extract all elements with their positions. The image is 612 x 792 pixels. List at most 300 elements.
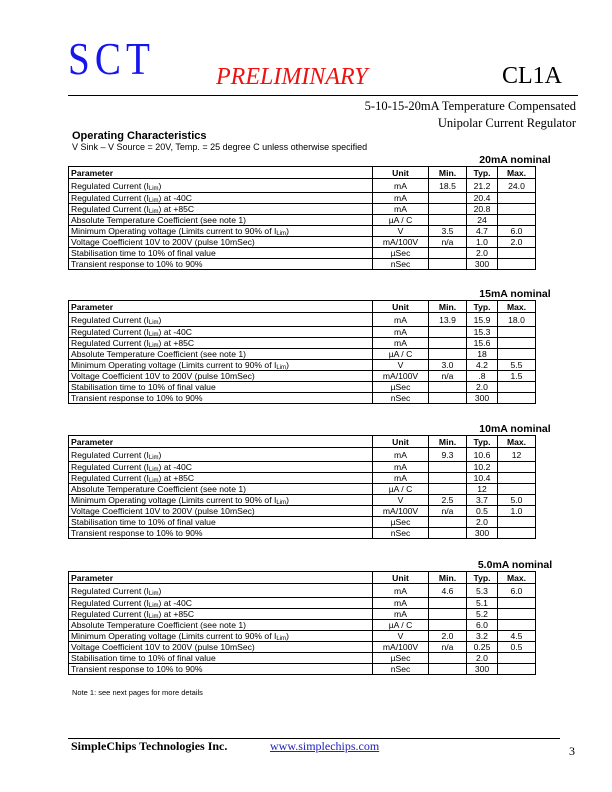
table-title: 5.0mA nominal (477, 559, 553, 571)
unit-cell: mA (373, 193, 429, 204)
column-header: Unit (373, 301, 429, 313)
unit-cell: mA (373, 584, 429, 598)
table-header-row (69, 301, 536, 313)
unit-cell: mA (373, 338, 429, 349)
table-row (69, 393, 536, 404)
typ-value-cell: 20.8 (467, 204, 498, 215)
parameter-cell (69, 204, 373, 215)
unit-cell: µA / C (373, 620, 429, 631)
table-row (69, 179, 536, 193)
parameter-cell (69, 360, 373, 371)
parameter-cell (69, 313, 373, 327)
table-row (69, 237, 536, 248)
column-header: Min. (429, 436, 467, 448)
parameter-suffix: ) at -40C (158, 598, 192, 608)
preliminary-label: PRELIMINARY (216, 64, 368, 90)
parameter-text: Absolute Temperature Coefficient (see note 1) (71, 215, 247, 225)
min-value-cell (429, 204, 467, 215)
parameter-suffix: ) at +85C (158, 204, 195, 214)
min-value-cell: 18.5 (429, 179, 467, 193)
subtitle-line-2: Unipolar Current Regulator (437, 116, 576, 130)
table-title: 20mA nominal (479, 154, 551, 166)
parameter-subscript: Lim (148, 319, 159, 326)
column-header: Typ. (467, 572, 498, 584)
column-header: Unit (373, 436, 429, 448)
min-value-cell: 9.3 (429, 448, 467, 462)
table-row (69, 327, 536, 338)
unit-cell: µA / C (373, 215, 429, 226)
parameter-suffix: ) (286, 631, 289, 641)
parameter-cell (69, 259, 373, 270)
spec-table-block (68, 559, 553, 675)
table-row (69, 653, 536, 664)
typ-value-cell: 24 (467, 215, 498, 226)
test-conditions: V Sink – V Source = 20V, Temp. = 25 degree C unless otherwise specified (72, 142, 368, 152)
parameter-cell (69, 609, 373, 620)
parameter-cell (69, 517, 373, 528)
parameter-cell (69, 371, 373, 382)
max-value-cell (498, 484, 536, 495)
max-value-cell (498, 349, 536, 360)
parameter-suffix: ) (158, 180, 162, 191)
parameter-subscript: Lim (148, 614, 159, 620)
parameter-text: Minimum Operating voltage (Limits current to 90% of I (71, 226, 277, 236)
parameter-suffix: ) (158, 449, 162, 460)
unit-cell: mA/100V (373, 506, 429, 517)
parameter-subscript: Lim (276, 500, 287, 506)
parameter-subscript: Lim (148, 467, 159, 473)
table-header-row (69, 436, 536, 448)
unit-cell: µSec (373, 382, 429, 393)
max-value-cell (498, 248, 536, 259)
table-row (69, 360, 536, 371)
max-value-cell: 12 (498, 448, 536, 462)
min-value-cell (429, 653, 467, 664)
min-value-cell (429, 349, 467, 360)
typ-value-cell: 300 (467, 259, 498, 270)
column-header: Max. (498, 301, 536, 313)
unit-cell: mA/100V (373, 371, 429, 382)
unit-cell: µSec (373, 248, 429, 259)
min-value-cell (429, 393, 467, 404)
parameter-subscript: Lim (148, 454, 159, 461)
parameter-text: Minimum Operating voltage (Limits current to 90% of I (71, 631, 277, 641)
max-value-cell: 1.0 (498, 506, 536, 517)
typ-value-cell: 10.2 (467, 462, 498, 473)
min-value-cell: 13.9 (429, 313, 467, 327)
parameter-cell (69, 473, 373, 484)
parameter-cell (69, 664, 373, 675)
sct-logo: SCT (68, 33, 156, 84)
column-header: Min. (429, 301, 467, 313)
table-header-row (69, 572, 536, 584)
column-header: Unit (373, 167, 429, 179)
min-value-cell (429, 598, 467, 609)
column-header: Max. (498, 572, 536, 584)
parameter-subscript: Lim (276, 636, 287, 642)
column-header: Parameter (69, 436, 373, 448)
spec-table-block (68, 154, 551, 270)
min-value-cell: 3.0 (429, 360, 467, 371)
column-header: Typ. (467, 167, 498, 179)
header-divider (68, 95, 578, 96)
parameter-text: Minimum Operating voltage (Limits current to 90% of I (71, 360, 277, 370)
subtitle-line-1: 5-10-15-20mA Temperature Compensated (364, 99, 576, 113)
min-value-cell: 4.6 (429, 584, 467, 598)
unit-cell: mA (373, 473, 429, 484)
parameter-cell (69, 215, 373, 226)
parameter-cell (69, 631, 373, 642)
parameter-cell (69, 653, 373, 664)
table-row (69, 226, 536, 237)
parameter-text: Regulated Current (I (71, 473, 149, 483)
parameter-text: Regulated Current (I (71, 462, 149, 472)
min-value-cell (429, 528, 467, 539)
unit-cell: V (373, 631, 429, 642)
parameter-cell (69, 484, 373, 495)
max-value-cell (498, 215, 536, 226)
table-row (69, 609, 536, 620)
max-value-cell (498, 393, 536, 404)
max-value-cell: 6.0 (498, 584, 536, 598)
min-value-cell: 3.5 (429, 226, 467, 237)
unit-cell: V (373, 360, 429, 371)
unit-cell: mA (373, 598, 429, 609)
parameter-suffix: ) (286, 360, 289, 370)
max-value-cell: 5.5 (498, 360, 536, 371)
max-value-cell (498, 193, 536, 204)
unit-cell: µSec (373, 517, 429, 528)
parameter-text: Regulated Current (I (71, 598, 149, 608)
typ-value-cell: 4.2 (467, 360, 498, 371)
max-value-cell (498, 382, 536, 393)
table-row (69, 620, 536, 631)
column-header: Max. (498, 167, 536, 179)
table-row (69, 248, 536, 259)
column-header: Parameter (69, 572, 373, 584)
parameter-text: Stabilisation time to 10% of final value (71, 382, 216, 392)
unit-cell: mA (373, 327, 429, 338)
table-row (69, 598, 536, 609)
footnote: Note 1: see next pages for more details (72, 688, 203, 697)
table-row (69, 448, 536, 462)
typ-value-cell: 6.0 (467, 620, 498, 631)
min-value-cell: n/a (429, 371, 467, 382)
table-row (69, 215, 536, 226)
column-header: Parameter (69, 167, 373, 179)
unit-cell: mA (373, 179, 429, 193)
column-header: Typ. (467, 301, 498, 313)
parameter-cell (69, 506, 373, 517)
parameter-cell (69, 584, 373, 598)
typ-value-cell: 18 (467, 349, 498, 360)
typ-value-cell: 2.0 (467, 653, 498, 664)
max-value-cell: 1.5 (498, 371, 536, 382)
parameter-subscript: Lim (148, 198, 159, 204)
min-value-cell (429, 664, 467, 675)
column-header: Parameter (69, 301, 373, 313)
parameter-text: Regulated Current (I (71, 449, 149, 460)
parameter-cell (69, 327, 373, 338)
parameter-cell (69, 528, 373, 539)
parameter-text: Absolute Temperature Coefficient (see note 1) (71, 349, 247, 359)
parameter-text: Regulated Current (I (71, 338, 149, 348)
parameter-text: Voltage Coefficient 10V to 200V (pulse 10mSec) (71, 237, 255, 247)
unit-cell: mA/100V (373, 642, 429, 653)
parameter-text: Regulated Current (I (71, 204, 149, 214)
unit-cell: µA / C (373, 484, 429, 495)
table-row (69, 664, 536, 675)
parameter-cell (69, 349, 373, 360)
spec-table-block (68, 423, 551, 539)
parameter-cell (69, 237, 373, 248)
table-row (69, 528, 536, 539)
parameter-suffix: ) (286, 226, 289, 236)
typ-value-cell: 15.9 (467, 313, 498, 327)
parameter-subscript: Lim (148, 603, 159, 609)
table-row (69, 642, 536, 653)
parameter-suffix: ) at +85C (158, 473, 195, 483)
table-row (69, 259, 536, 270)
min-value-cell (429, 259, 467, 270)
typ-value-cell: 300 (467, 528, 498, 539)
min-value-cell (429, 620, 467, 631)
parameter-suffix: ) at -40C (158, 327, 192, 337)
min-value-cell (429, 248, 467, 259)
unit-cell: µA / C (373, 349, 429, 360)
max-value-cell (498, 338, 536, 349)
unit-cell: mA (373, 609, 429, 620)
max-value-cell: 18.0 (498, 313, 536, 327)
table-row (69, 313, 536, 327)
parameter-text: Transient response to 10% to 90% (71, 528, 203, 538)
parameter-subscript: Lim (276, 231, 287, 237)
unit-cell: mA (373, 204, 429, 215)
spec-table-block (68, 288, 551, 404)
min-value-cell (429, 338, 467, 349)
unit-cell: nSec (373, 664, 429, 675)
unit-cell: mA (373, 462, 429, 473)
parameter-text: Minimum Operating voltage (Limits current to 90% of I (71, 495, 277, 505)
parameter-text: Voltage Coefficient 10V to 200V (pulse 10mSec) (71, 506, 255, 516)
unit-cell: mA/100V (373, 237, 429, 248)
parameter-cell (69, 338, 373, 349)
max-value-cell (498, 609, 536, 620)
parameter-text: Regulated Current (I (71, 585, 149, 596)
max-value-cell (498, 528, 536, 539)
max-value-cell: 0.5 (498, 642, 536, 653)
spec-table (68, 435, 536, 539)
table-title: 10mA nominal (479, 423, 551, 435)
min-value-cell (429, 327, 467, 338)
min-value-cell: n/a (429, 237, 467, 248)
typ-value-cell: 0.5 (467, 506, 498, 517)
unit-cell: µSec (373, 653, 429, 664)
parameter-cell (69, 179, 373, 193)
parameter-cell (69, 448, 373, 462)
parameter-suffix: ) (158, 314, 162, 325)
typ-value-cell: 5.3 (467, 584, 498, 598)
parameter-subscript: Lim (148, 332, 159, 338)
column-header: Min. (429, 572, 467, 584)
table-row (69, 495, 536, 506)
min-value-cell (429, 382, 467, 393)
parameter-cell (69, 226, 373, 237)
parameter-suffix: ) at -40C (158, 193, 192, 203)
typ-value-cell: 5.2 (467, 609, 498, 620)
column-header: Max. (498, 436, 536, 448)
parameter-text: Regulated Current (I (71, 609, 149, 619)
parameter-suffix: ) at +85C (158, 338, 195, 348)
typ-value-cell: 15.3 (467, 327, 498, 338)
typ-value-cell: 10.4 (467, 473, 498, 484)
parameter-cell (69, 620, 373, 631)
spec-table (68, 300, 536, 404)
parameter-cell (69, 642, 373, 653)
max-value-cell (498, 327, 536, 338)
column-header: Unit (373, 572, 429, 584)
table-header-row (69, 167, 536, 179)
parameter-suffix: ) at +85C (158, 609, 195, 619)
unit-cell: nSec (373, 528, 429, 539)
max-value-cell (498, 598, 536, 609)
table-row (69, 338, 536, 349)
parameter-suffix: ) (158, 585, 162, 596)
typ-value-cell: 0.25 (467, 642, 498, 653)
min-value-cell (429, 193, 467, 204)
parameter-text: Regulated Current (I (71, 327, 149, 337)
parameter-cell (69, 598, 373, 609)
parameter-text: Transient response to 10% to 90% (71, 259, 203, 269)
parameter-subscript: Lim (276, 365, 287, 371)
typ-value-cell: 2.0 (467, 248, 498, 259)
typ-value-cell: 15.6 (467, 338, 498, 349)
parameter-text: Regulated Current (I (71, 314, 149, 325)
parameter-subscript: Lim (148, 343, 159, 349)
column-header: Typ. (467, 436, 498, 448)
part-number: CL1A (502, 63, 562, 89)
typ-value-cell: 3.2 (467, 631, 498, 642)
parameter-text: Regulated Current (I (71, 180, 149, 191)
min-value-cell (429, 517, 467, 528)
spec-table (68, 166, 536, 270)
table-row (69, 349, 536, 360)
column-header: Min. (429, 167, 467, 179)
parameter-cell (69, 462, 373, 473)
section-title: Operating Characteristics (72, 130, 207, 142)
typ-value-cell: .8 (467, 371, 498, 382)
parameter-cell (69, 193, 373, 204)
max-value-cell: 2.0 (498, 237, 536, 248)
max-value-cell (498, 620, 536, 631)
parameter-cell (69, 248, 373, 259)
table-row (69, 382, 536, 393)
max-value-cell (498, 653, 536, 664)
parameter-cell (69, 393, 373, 404)
page-number: 3 (569, 744, 575, 758)
max-value-cell (498, 259, 536, 270)
min-value-cell: n/a (429, 506, 467, 517)
unit-cell: mA (373, 313, 429, 327)
typ-value-cell: 21.2 (467, 179, 498, 193)
parameter-text: Transient response to 10% to 90% (71, 664, 203, 674)
table-row (69, 484, 536, 495)
typ-value-cell: 300 (467, 664, 498, 675)
parameter-cell (69, 382, 373, 393)
unit-cell: mA (373, 448, 429, 462)
table-row (69, 584, 536, 598)
min-value-cell (429, 609, 467, 620)
table-row (69, 506, 536, 517)
parameter-text: Voltage Coefficient 10V to 200V (pulse 10mSec) (71, 371, 255, 381)
min-value-cell: 2.5 (429, 495, 467, 506)
max-value-cell: 4.5 (498, 631, 536, 642)
parameter-text: Stabilisation time to 10% of final value (71, 517, 216, 527)
typ-value-cell: 4.7 (467, 226, 498, 237)
unit-cell: nSec (373, 259, 429, 270)
min-value-cell (429, 462, 467, 473)
parameter-text: Transient response to 10% to 90% (71, 393, 203, 403)
max-value-cell: 5.0 (498, 495, 536, 506)
table-row (69, 462, 536, 473)
parameter-text: Regulated Current (I (71, 193, 149, 203)
table-row (69, 204, 536, 215)
max-value-cell (498, 473, 536, 484)
max-value-cell (498, 462, 536, 473)
parameter-text: Absolute Temperature Coefficient (see note 1) (71, 484, 247, 494)
company-name: SimpleChips Technologies Inc. (71, 739, 228, 753)
max-value-cell (498, 664, 536, 675)
min-value-cell: n/a (429, 642, 467, 653)
typ-value-cell: 10.6 (467, 448, 498, 462)
typ-value-cell: 3.7 (467, 495, 498, 506)
min-value-cell (429, 473, 467, 484)
parameter-text: Voltage Coefficient 10V to 200V (pulse 10mSec) (71, 642, 255, 652)
table-row (69, 631, 536, 642)
min-value-cell (429, 484, 467, 495)
parameter-cell (69, 495, 373, 506)
typ-value-cell: 12 (467, 484, 498, 495)
table-row (69, 371, 536, 382)
typ-value-cell: 5.1 (467, 598, 498, 609)
max-value-cell (498, 204, 536, 215)
typ-value-cell: 1.0 (467, 237, 498, 248)
max-value-cell (498, 517, 536, 528)
parameter-subscript: Lim (148, 478, 159, 484)
website-link[interactable]: www.simplechips.com (270, 739, 380, 753)
table-title: 15mA nominal (479, 288, 551, 300)
parameter-suffix: ) at -40C (158, 462, 192, 472)
max-value-cell: 24.0 (498, 179, 536, 193)
unit-cell: V (373, 495, 429, 506)
parameter-suffix: ) (286, 495, 289, 505)
parameter-text: Stabilisation time to 10% of final value (71, 248, 216, 258)
max-value-cell: 6.0 (498, 226, 536, 237)
unit-cell: V (373, 226, 429, 237)
typ-value-cell: 2.0 (467, 517, 498, 528)
min-value-cell (429, 215, 467, 226)
parameter-text: Stabilisation time to 10% of final value (71, 653, 216, 663)
parameter-subscript: Lim (148, 590, 159, 597)
typ-value-cell: 2.0 (467, 382, 498, 393)
table-row (69, 193, 536, 204)
spec-table (68, 571, 536, 675)
table-row (69, 473, 536, 484)
parameter-text: Absolute Temperature Coefficient (see note 1) (71, 620, 247, 630)
parameter-subscript: Lim (148, 209, 159, 215)
unit-cell: nSec (373, 393, 429, 404)
typ-value-cell: 300 (467, 393, 498, 404)
